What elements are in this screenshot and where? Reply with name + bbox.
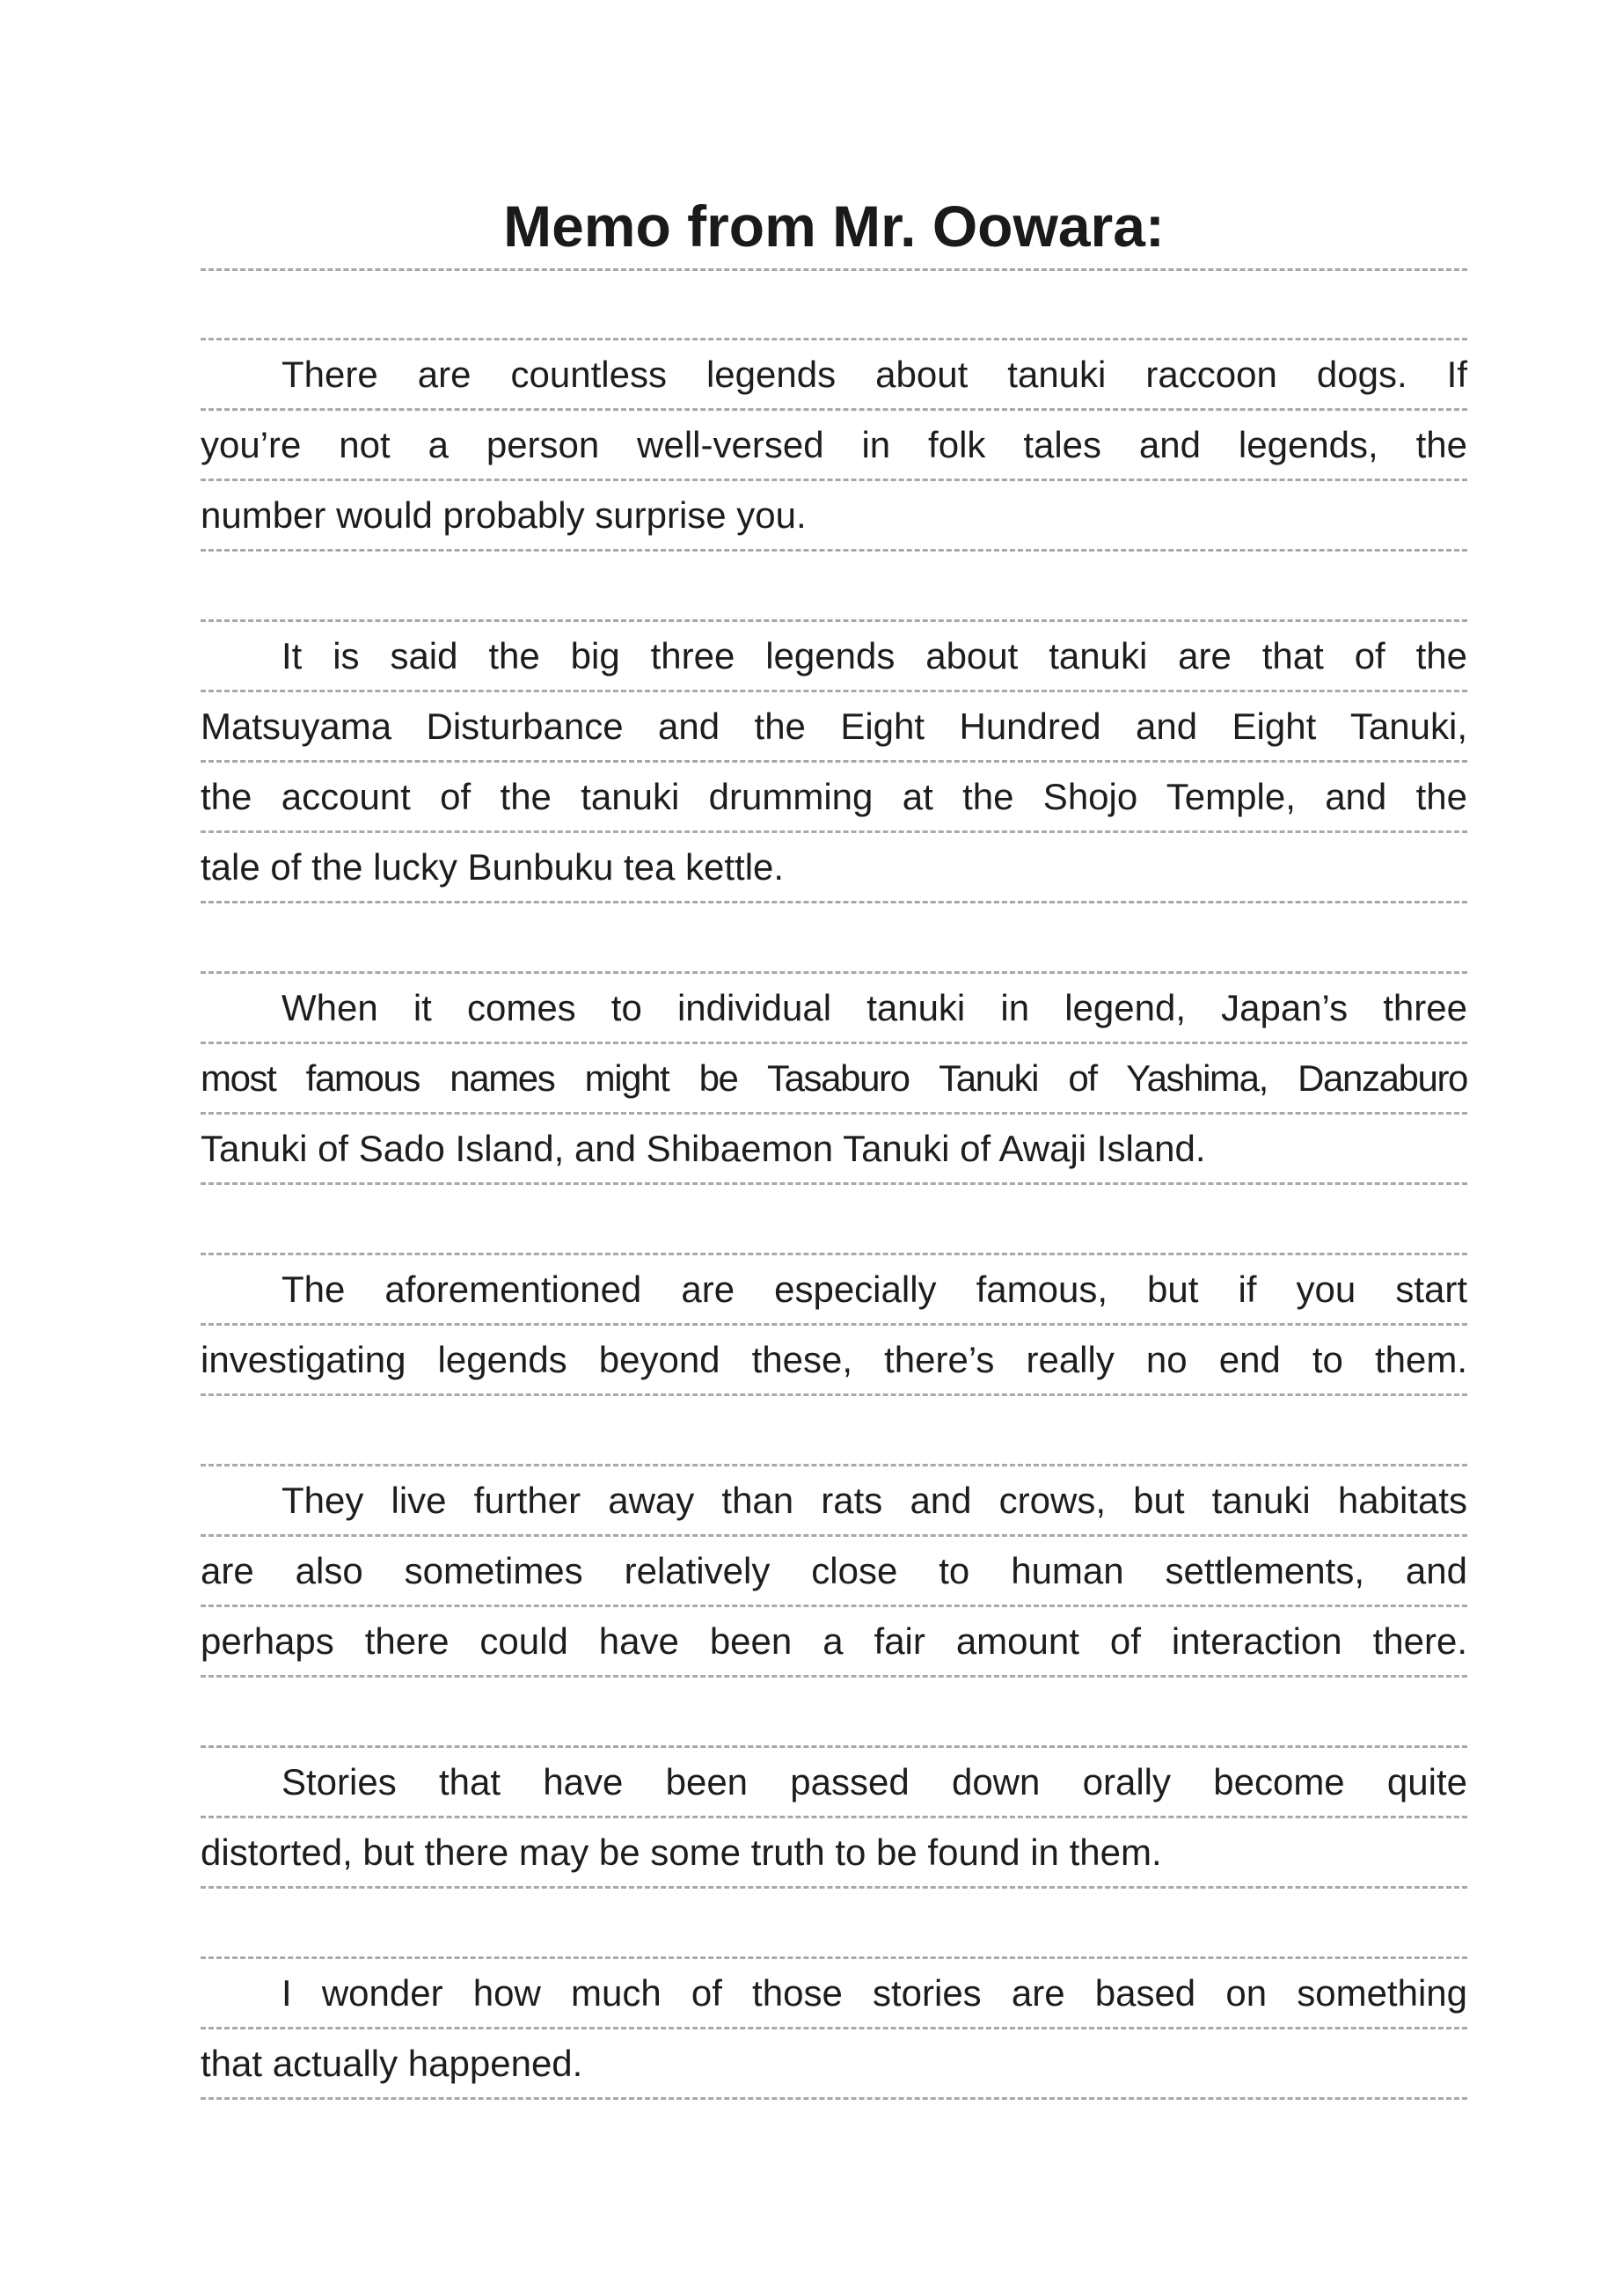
paragraph-2-line-4: tale of the lucky Bunbuku tea kettle. bbox=[201, 846, 785, 888]
paragraph-2-line-2: Matsuyama Disturbance and the Eight Hundred and Eight Tanuki, bbox=[201, 706, 1467, 747]
paragraph-7-line-2: that actually happened. bbox=[201, 2043, 583, 2084]
paragraph-5-line-2: are also sometimes relatively close to human settlements, and bbox=[201, 1550, 1467, 1591]
paragraph-3-line-1: When it comes to individual tanuki in legend, Japan’s three bbox=[281, 987, 1467, 1028]
paragraph-3-line-3: Tanuki of Sado Island, and Shibaemon Tanuki of Awaji Island. bbox=[201, 1128, 1206, 1169]
ruled-line bbox=[201, 1886, 1467, 1889]
paragraph-5-line-3: perhaps there could have been a fair amount of interaction there. bbox=[201, 1620, 1467, 1662]
memo-title: Memo from Mr. Oowara: bbox=[503, 194, 1165, 259]
ruled-line bbox=[201, 549, 1467, 552]
ruled-line bbox=[201, 2097, 1467, 2100]
paragraph-4-line-2: investigating legends beyond these, there’s really no end to them. bbox=[201, 1339, 1467, 1380]
paragraph-4-line-1: The aforementioned are especially famous, but if you start bbox=[281, 1269, 1467, 1310]
paragraph-1-line-1: There are countless legends about tanuki raccoon dogs. If bbox=[281, 354, 1467, 395]
ruled-line bbox=[201, 1675, 1467, 1678]
paragraph-2-line-3: the account of the tanuki drumming at the Shojo Temple, and the bbox=[201, 776, 1467, 817]
ruled-line bbox=[201, 1393, 1467, 1396]
paragraph-6-line-2: distorted, but there may be some truth to be found in them. bbox=[201, 1832, 1162, 1873]
ruled-line bbox=[201, 1182, 1467, 1185]
ruled-line bbox=[201, 268, 1467, 271]
paragraph-1-line-3: number would probably surprise you. bbox=[201, 494, 807, 536]
paragraph-5-line-1: They live further away than rats and crows, but tanuki habitats bbox=[281, 1480, 1467, 1521]
paragraph-2-line-1: It is said the big three legends about tanuki are that of the bbox=[281, 635, 1467, 676]
paragraph-3-line-2: most famous names might be Tasaburo Tanuki of Yashima, Danzaburo bbox=[201, 1057, 1467, 1099]
paragraph-7-line-1: I wonder how much of those stories are based on something bbox=[281, 1972, 1467, 2014]
paragraph-1-line-2: you’re not a person well-versed in folk tales and legends, the bbox=[201, 424, 1467, 465]
paragraph-6-line-1: Stories that have been passed down orally become quite bbox=[281, 1761, 1467, 1802]
ruled-line bbox=[201, 901, 1467, 903]
